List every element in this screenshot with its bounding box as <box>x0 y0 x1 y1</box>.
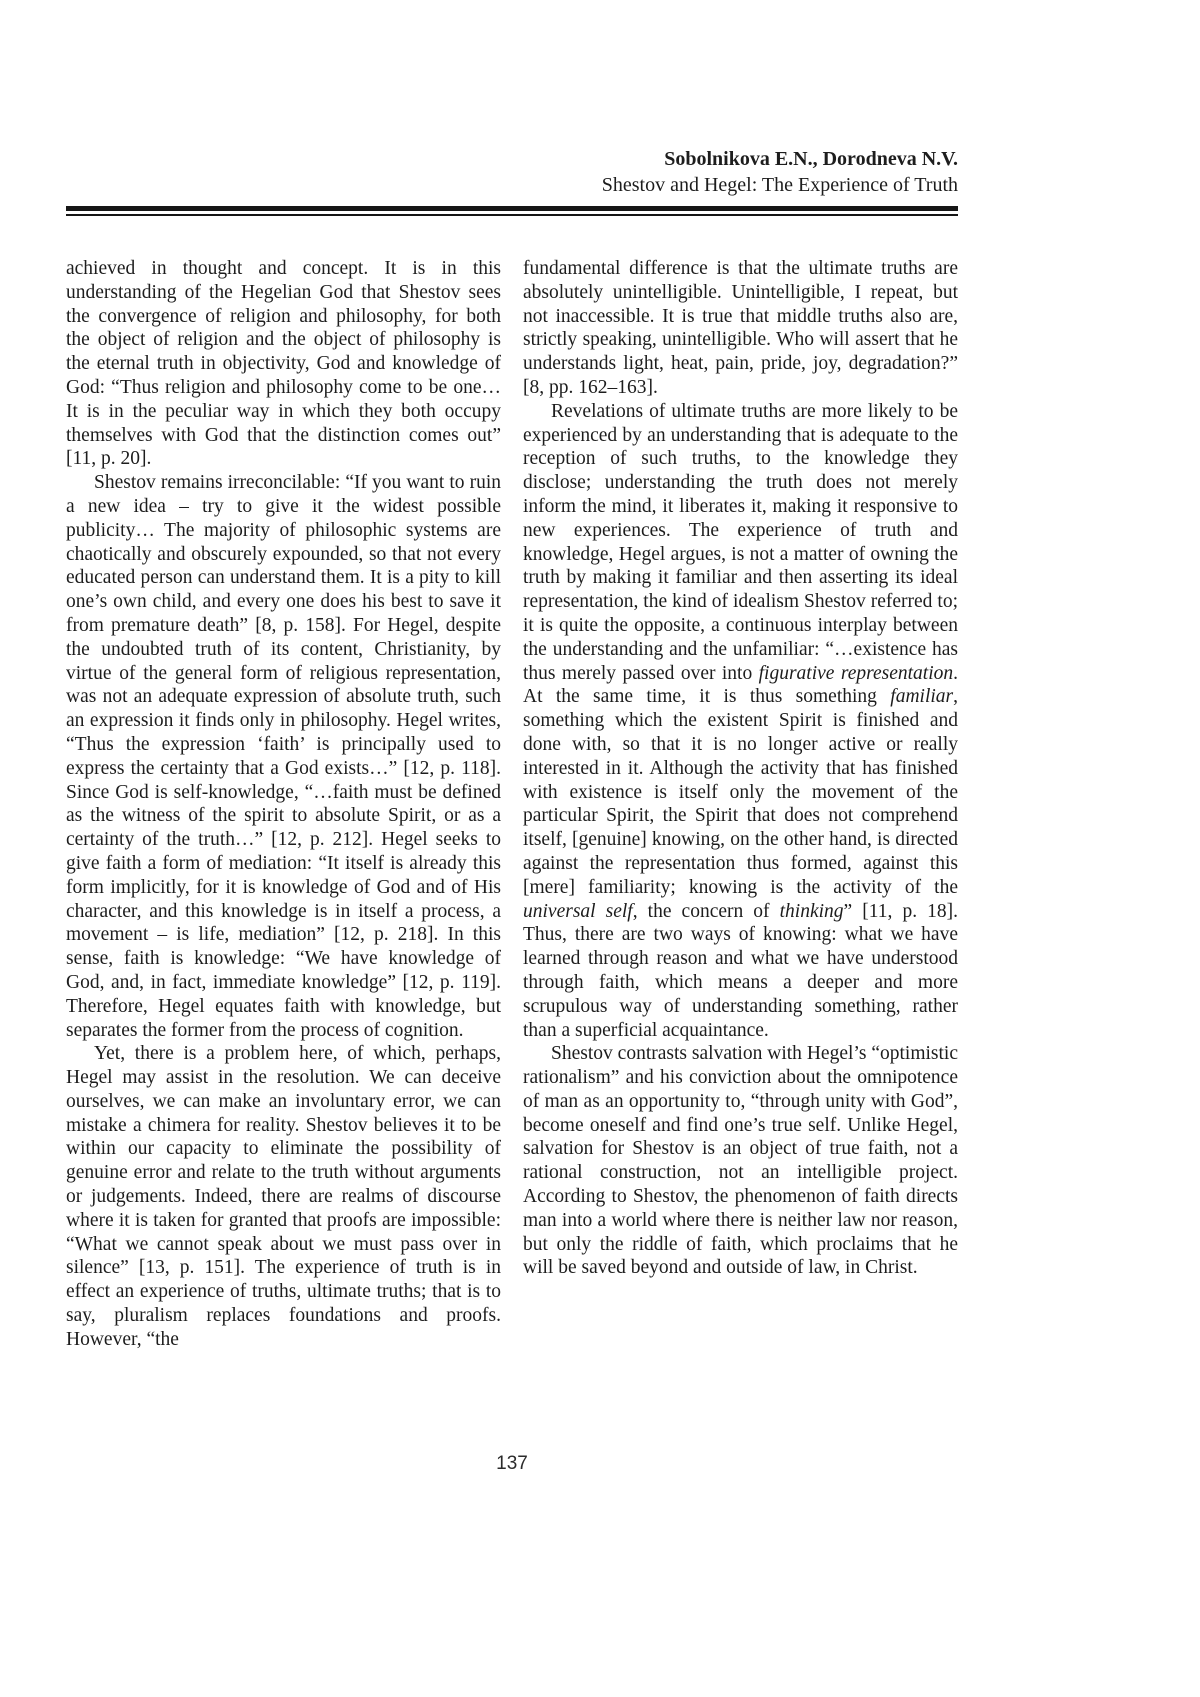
paragraph <box>66 1042 501 1351</box>
paragraph <box>523 257 958 400</box>
header-title: Shestov and Hegel: The Experience of Truth <box>601 174 958 196</box>
left-column <box>66 257 501 1352</box>
text-run: achieved in thought and concept. It is in this understanding of the Hegelian God that Shestov sees the convergence of religion and philosophy, for both the object of religion and the object of philosophy is the eternal truth in objectivity, God and knowledge of God: “Thus religion and philosophy come to be one… It is in the peculiar way in which they both occupy themselves with God that the distinction comes out” [11, p. 20]. <box>66 258 501 470</box>
page-number: 137 <box>496 1453 528 1474</box>
text-run: familiar <box>890 686 954 708</box>
right-column <box>523 257 958 1352</box>
paragraph <box>66 471 501 1042</box>
text-run: Shestov remains irreconcilable: “If you want to ruin a new idea – try to give it the widest possible publicity… The majority of philosophic systems are chaotically and obscurely expounded, so that not every educated person can understand them. It is a pity to kill one’s own child, and every one does his best to save it from premature death” [8, p. 158]. For Hegel, despite the undoubted truth of its content, Christianity, by virtue of the general form of religious representation, was not an adequate expression of absolute truth, such an expression it finds only in philosophy. Hegel writes, “Thus the expression ‘faith’ is principally used to express the certainty that a God exists…” [12, p. 118]. Since God is self-knowledge, “…faith must be defined as the witness of the spirit to absolute Spirit, or as a certainty of the truth…” [12, p. 212]. Hegel seeks to give faith a form of mediation: “It itself is already this form implicitly, for it is knowledge of God and of His character, and this knowledge is in itself a process, a movement – is life, mediation” [12, p. 218]. In this sense, faith is knowledge: “We have knowledge of God, and, in fact, immediate knowledge” [12, p. 119]. Therefore, Hegel equates faith with knowledge, but separates the former from the process of cognition. <box>66 472 501 1041</box>
text-run: figurative representation <box>758 662 954 684</box>
text-run: , the concern of <box>632 900 780 922</box>
paragraph <box>523 400 958 1043</box>
text-run: Shestov contrasts salvation with Hegel’s “optimistic rationalism” and his conviction about the omnipotence of man as an opportunity to, “through unity with God”, become oneself and find one’s true self. Unlike Hegel, salvation for Shestov is an object of true faith, not a rational construction, not an intelligible project. According to Shestov, the phenomenon of faith directs man into a world where there is neither law nor reason, but only the riddle of faith, which proclaims that he will be saved beyond and outside of law, in Christ. <box>523 1043 958 1279</box>
text-run: fundamental difference is that the ultimate truths are absolutely unintelligible. Unintelligible, I repeat, but not inaccessible. It is true that middle truths also are, strictly speaking, unintelligible. Who will assert that he understands light, heat, pain, pride, joy, degradation?” [8, pp. 162–163]. <box>523 258 958 398</box>
text-run: universal self <box>523 900 633 922</box>
text-run: thinking <box>779 900 844 922</box>
two-column-body <box>66 257 958 1352</box>
text-run: Revelations of ultimate truths are more likely to be experienced by an understanding that is adequate to the reception of such truths, to the knowledge they disclose; understanding the truth does not merely inform the mind, it liberates it, making it responsive to new experiences. The experience of truth and knowledge, Hegel argues, is not a matter of owning the truth by making it familiar and then asserting its ideal representation, the kind of idealism Shestov referred to; it is quite the opposite, a continuous interplay between the understanding and the unfamiliar: “…existence has thus merely passed over into <box>523 400 958 684</box>
page-content <box>66 0 959 1474</box>
text-run: Yet, there is a problem here, of which, perhaps, Hegel may assist in the resolution. We can deceive ourselves, we can make an involuntary error, we can mistake a chimera for reality. Shestov believes it to be within our capacity to eliminate the possibility of genuine error and relate to the truth without arguments or judgements. Indeed, there are realms of discourse where it is taken for granted that proofs are impossible: “What we cannot speak about we must pass over in silence” [13, p. 151]. The experience of truth is in effect an experience of truths, ultimate truths; that is to say, pluralism replaces foundations and proofs. However, “the <box>66 1043 501 1350</box>
header-rule <box>66 206 958 216</box>
page-header <box>66 146 958 198</box>
text-run: . At the same time, it is thus something <box>523 662 958 708</box>
paragraph <box>523 1042 958 1280</box>
text-run: , something which the existent Spirit is finished and done with, so that it is no longer active or really interested in it. Although the activity that has finished with existence is itself only the movement of the particular Spirit, the Spirit that does not comprehend itself, [genuine] knowing, on the other hand, is directed against the representation thus formed, against this [mere] familiarity; knowing is the activity of the <box>523 686 958 898</box>
paragraph <box>66 257 501 471</box>
text-run: ” [11, p. 18]. Thus, there are two ways of knowing: what we have learned through reason and what we have understood through faith, which means a deeper and more scrupulous way of understanding something, rather than a superficial acquaintance. <box>523 900 959 1041</box>
header-authors: Sobolnikova E.N., Dorodneva N.V. <box>664 148 958 170</box>
